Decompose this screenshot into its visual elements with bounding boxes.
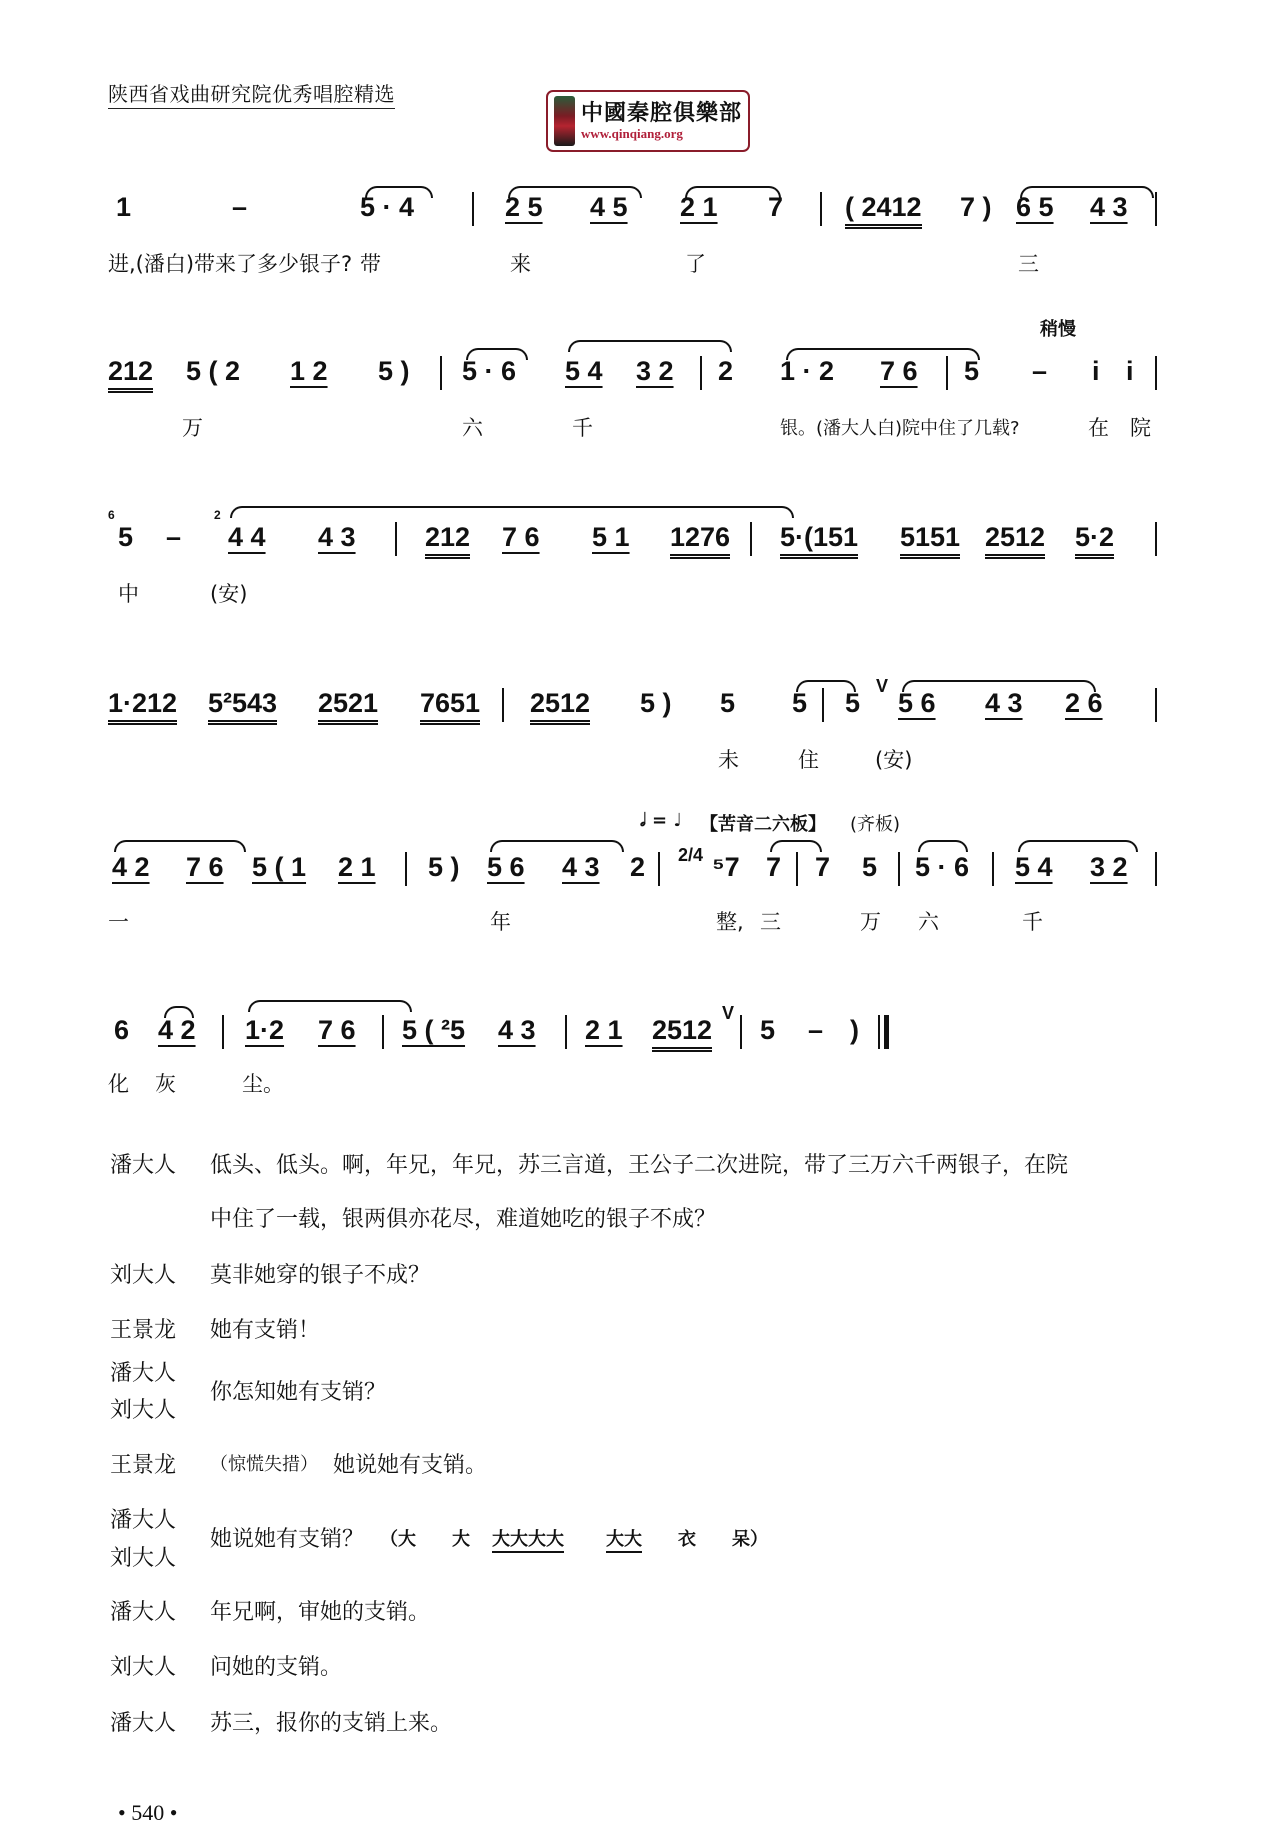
note: 212 [108,356,153,393]
note: 5 4 [565,356,603,386]
barline [1155,522,1157,556]
note: 5 4 [1015,852,1053,882]
note: ⁵7 [712,852,740,882]
logo-url: www.qinqiang.org [580,126,683,141]
dialogue-line: 年兄啊，审她的支销。 [210,1600,431,1625]
barline [1155,356,1157,390]
note-high: i [1092,356,1100,386]
grace-note: 2 [214,508,221,522]
barline [222,1015,224,1049]
speaker: 王景龙 [110,1318,177,1343]
note: 5 [845,688,861,718]
note: 4 3 [562,852,600,882]
note: 5 ( ²5 [402,1015,466,1045]
banshi-note: (齐板) [850,814,901,835]
lyric: 未 [718,748,739,772]
lyric: 在 [1088,416,1109,440]
dash: – [166,522,182,552]
barline [472,192,474,226]
note: 4 2 [112,852,150,882]
note: 3 2 [1090,852,1128,882]
percussion: 大大 [606,1529,642,1550]
note: 7 [766,852,782,882]
barline [796,852,798,886]
note: 1 2 [290,356,328,386]
speaker: 潘大人 [110,1153,177,1178]
note: 5 6 [898,688,936,718]
breath-mark: V [876,676,889,696]
breath-mark: V [722,1003,735,1023]
lyric: 三 [1018,252,1039,276]
dialogue-line: 她有支销！ [210,1318,321,1343]
note: 2 5 [505,192,543,222]
tempo-equation: 𝅗𝅥 = ♩ [640,810,682,831]
logo-name: 中國秦腔俱樂部 [580,100,742,126]
note: 5 [118,522,134,552]
banshi-label: 【苦音二六板】 [700,814,826,835]
lyric: 银。(潘大人白)院中住了几载? [780,418,1020,439]
note: 2 1 [585,1015,623,1045]
note: 1276 [670,522,730,559]
note: 5 [964,356,980,386]
note: 1 · 2 [780,356,835,386]
speaker: 潘大人 [110,1361,177,1386]
note: 7 6 [502,522,540,552]
note: 5·2 [1075,522,1114,559]
note: 5151 [900,522,960,559]
note: 5 [862,852,878,882]
speaker: 潘大人 [110,1508,177,1533]
note-high: i [1126,356,1134,386]
dialogue-line: 低头、低头。啊，年兄，年兄，苏三言道，王公子二次进院，带了三万六千两银子，在院 [210,1153,1069,1178]
barline [502,688,504,722]
final-barline-thick [884,1015,889,1049]
lyric: 化 [108,1072,129,1096]
barline [1155,852,1157,886]
note: 1·212 [108,688,177,725]
note: 7 6 [186,852,224,882]
note: 2512 [530,688,590,725]
time-signature: 2/4 [678,845,704,865]
book-title: 陕西省戏曲研究院优秀唱腔精选 [108,78,395,109]
barline [395,522,397,556]
dialogue-line: 她说她有支销？ [210,1527,365,1552]
lyric: 进,(潘白)带来了多少银子? [108,252,353,276]
barline [1155,688,1157,722]
barline [750,522,752,556]
lyric: 一 [108,910,129,934]
barline [740,1015,742,1049]
note: 5 [760,1015,776,1045]
note: 7 6 [880,356,918,386]
lyric: 院 [1130,416,1151,440]
barline [992,852,994,886]
dialogue-line: 她说她有支销。 [333,1453,488,1478]
lyric: 六 [918,910,939,934]
note: 5 1 [592,522,630,552]
barline [658,852,660,886]
note: 7 [815,852,831,882]
dash: – [232,192,248,222]
lyric: 带 [360,252,381,276]
dialogue-line-cont: 中住了一载，银两俱亦花尽，难道她吃的银子不成？ [210,1207,717,1232]
speaker: 刘大人 [110,1655,177,1680]
note: 5·(151 [780,522,858,559]
note: 5 ) [640,688,672,718]
final-barline [878,1015,880,1049]
paren: ) [850,1015,859,1045]
note: 7 6 [318,1015,356,1045]
note: 5 ( 2 [186,356,241,386]
speaker: 潘大人 [110,1600,177,1625]
barline [898,852,900,886]
note: 5 · 6 [462,356,517,386]
lyric: 来 [510,252,531,276]
note: 5 · 6 [915,852,970,882]
note: 4 4 [228,522,266,552]
lyric: 中 [118,582,139,606]
barline [440,356,442,390]
note: 5²543 [208,688,277,725]
lyric: 整, [716,910,744,934]
percussion: 衣 [678,1529,696,1550]
note: 5 ) [428,852,460,882]
lyric: (安) [875,748,913,772]
note: 3 2 [636,356,674,386]
note: 2512 [985,522,1045,559]
lyric: 灰 [155,1072,176,1096]
lyric: 年 [490,910,511,934]
qinqiang-club-logo[interactable] [546,90,750,152]
barline [700,356,702,390]
lyric: 三 [760,910,781,934]
speaker: 潘大人 [110,1711,177,1736]
speaker: 刘大人 [110,1263,177,1288]
note: 4 2 [158,1015,196,1045]
note: 2 1 [338,852,376,882]
note: 4 3 [498,1015,536,1045]
note: 7 ) [960,192,992,222]
lyric: 千 [1022,910,1043,934]
note: 6 [114,1015,130,1045]
note: 4 5 [590,192,628,222]
lyric: 千 [572,416,593,440]
lyric: 住 [798,748,819,772]
lyric: 了 [685,252,706,276]
note: ( 2412 [845,192,922,229]
speaker: 王景龙 [110,1453,177,1478]
note: 2 [718,356,734,386]
note: 7 [768,192,784,222]
note: 2 1 [680,192,718,222]
dash: – [1032,356,1048,386]
note: 1 [116,192,132,222]
lyric: 尘。 [242,1072,284,1096]
note: 5 ) [378,356,410,386]
lyric: 六 [462,416,483,440]
dialogue-line: 莫非她穿的银子不成？ [210,1263,431,1288]
page-number: • 540 • [118,1800,178,1825]
dialogue-line: 问她的支销。 [210,1655,343,1680]
barline [822,688,824,722]
note: 2 6 [1065,688,1103,718]
lyric: 万 [860,910,881,934]
note: 6 5 [1016,192,1054,222]
speaker: 刘大人 [110,1398,177,1423]
dialogue-line: 你怎知她有支销？ [210,1380,387,1405]
note: 4 3 [318,522,356,552]
barline [1155,192,1157,226]
note: 1·2 [245,1015,285,1045]
barline [946,356,948,390]
note: 212 [425,522,470,559]
grace-note: 6 [108,508,115,522]
note: 5 ( 1 [252,852,307,882]
note: 5 6 [487,852,525,882]
note: 2512 [652,1015,712,1052]
dash: – [808,1015,824,1045]
lyric: (安) [210,582,248,606]
speaker: 刘大人 [110,1546,177,1571]
percussion: 大 [452,1529,470,1550]
barline [565,1015,567,1049]
lyric: 万 [182,416,203,440]
percussion: 大大大大 [492,1529,564,1550]
barline [382,1015,384,1049]
percussion: 呆） [732,1529,768,1550]
note: 4 3 [985,688,1023,718]
percussion: （大 [380,1529,416,1550]
barline [820,192,822,226]
tempo-mark: 稍慢 [1040,319,1076,340]
dialogue-line: 苏三，报你的支销上来。 [210,1711,453,1736]
barline [405,852,407,886]
note: 7651 [420,688,480,725]
note: 2 [630,852,646,882]
note: 4 3 [1090,192,1128,222]
opera-figure-icon [554,96,575,146]
note: 5 · 4 [360,192,415,222]
note: 5 [720,688,736,718]
stage-direction: （惊慌失措） [210,1454,318,1475]
note: 5 [792,688,808,718]
note: 2521 [318,688,378,725]
